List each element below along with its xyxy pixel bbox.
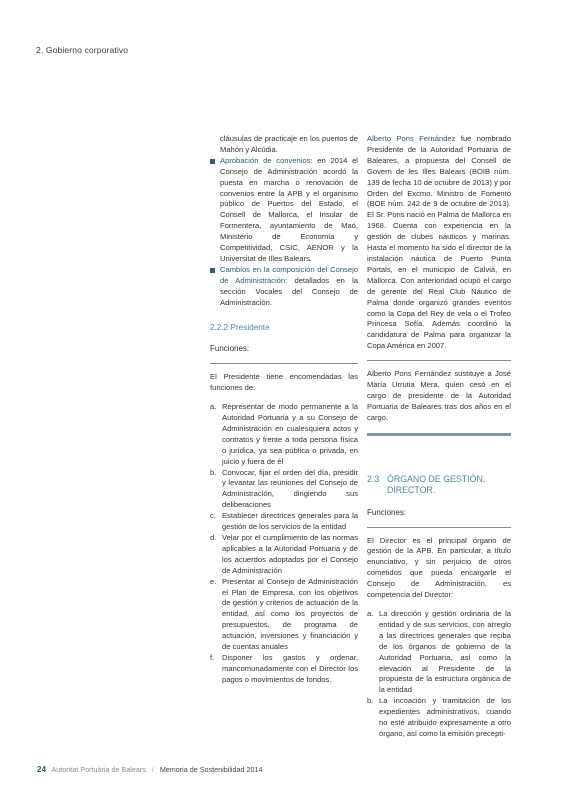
subsection-title: 2.2.2 Presidente [210, 322, 270, 332]
succession-note: Alberto Pons Fernández sustituye a José María Urrutia Mera, quien cesó en el cargo de presidente de la Autoridad Portuaria de Baleares tras dos años en el cargo. [367, 369, 511, 422]
president-name: Alberto Pons Fernández [367, 134, 456, 143]
list-item: c. Establecer directrices generales para la gestión de los servicios de la entidad [210, 511, 358, 532]
list-item: f. Disponer los gastos y ordenar, mancomunadamente con el Director los pagos o movimientos de fondos. [210, 652, 358, 684]
middle-column [210, 134, 358, 686]
divider [367, 527, 511, 528]
functions-label: Funciones: [210, 344, 250, 354]
square-bullet-icon [210, 268, 215, 273]
section-heading [367, 474, 511, 497]
list-item: d. Velar por el cumplimiento de las normas aplicables a la Autoridad Portuaria y de los acuerdos adoptados por el Consejo de Administración [210, 533, 358, 575]
right-column [367, 134, 511, 740]
list-item: a. Representar de modo permanente a la Autoridad Portuaria y a su Consejo de Administración en cualesquiera actos y contratos y frente a toda persona física o jurídica, ya sea pública o privada, en juicio y fuera de él [210, 402, 358, 466]
section-divider [367, 433, 511, 436]
page-footer [37, 765, 263, 774]
divider [210, 363, 358, 364]
section-number: 2.3 [367, 473, 380, 484]
bullet-item-convenios: Aprobación de convenios: en 2014 el Consejo de Administración acordó la puesta en marcha o renovación de convenios entre la APB y el organismo público de Puertos del Estado, el Consell de Mallorca, el Insular de Formentera, ayuntamiento de Maó, Ministerio de Economía y Competitividad, CSIC, AENOR y la Universitat de Illes Balears. [210, 156, 358, 265]
intro-paragraph: El Director es el principal órgano de gestión de la APB. En particular, a título enunciativo, y sin perjuicio de otros cometidos que pueda encargarle el Consejo de Administración, es competencia del Director: [367, 535, 511, 600]
page-number: 24 [37, 765, 46, 774]
intro-paragraph: El Presidente tiene encomendadas las funciones de: [210, 372, 358, 393]
director-functions-list [367, 609, 511, 740]
footer-separator: / [151, 765, 154, 774]
report-title: Memoria de Sostenibilidad 2014 [159, 765, 263, 774]
list-item: e. Presentar al Consejo de Administración el Plan de Empresa, con los objetivos de gestión y criterios de actuación de la entidad, así como los proyectos de presupuestos, de programa de actuación, inversiones y financiación y de cuentas anuales [210, 576, 358, 652]
bullet-item-cambios: Cambios en la composición del Consejo de Administración: detallados en la sección Vocales del Consejo de Administración. [210, 265, 358, 309]
bullet-list [210, 134, 358, 309]
square-bullet-icon [210, 159, 215, 164]
section-header: 2. Gobierno corporativo [36, 45, 129, 55]
divider [367, 360, 511, 361]
president-bio: Alberto Pons Fernández fue nombrado Presidente de la Autoridad Portuaria de Baleares, a propuesta del Consell de Govern de les Illes Balears (BOIB núm. 139 de fecha 10 de octubre de 2013) y por Orden del Excmo. Ministro de Fomento (BOE núm. 242 de 9 de octubre de 2013). El Sr. Pons nació en Palma de Mallorca en 1968. Cuenta con experiencia en la gestión de clubes náuticos y marinas. Hasta el momento ha sido el director de la instalación náutica de Puerto Punta Portals, en el municipio de Calvià, en Mallorca. Con anterioridad ocupó el cargo de gerente del Real Club Náutico de Palma donde organizó grandes eventos como la Copa del Rey de vela o el Trofeo Princesa Sofía. Además coordinó la candidatura de Palma para organizar la Copa América en 2007. [367, 134, 511, 351]
list-item: b. Convocar, fijar el orden del día, presidir y levantar las reuniones del Consejo de Administración, dirigiendo sus deliberaciones [210, 467, 358, 510]
section-title: ÓRGANO DE GESTIÓN. DIRECTOR. [387, 473, 486, 496]
organization-name: Autoritat Portuària de Balears [51, 765, 146, 774]
functions-list [210, 402, 358, 686]
list-item: a. La dirección y gestión ordinaria de la entidad y de sus servicios, con arreglo a las directrices generales que reciba de los órganos de gobierno de la Autoridad Portuaria, así como la elevación al Presidente de la propuesta de la estructura orgánica de la entidad [367, 609, 511, 695]
bullet-item-continuation: cláusulas de practicaje en los puertos de Mahón y Alcúdia. [220, 134, 358, 154]
list-item: b. La incoación y tramitación de los expedientes administrativos, cuando no esté atribuido expresamente a otro órgano, así como la emisión precepti- [367, 696, 511, 738]
functions-label: Funciones: [367, 507, 407, 517]
